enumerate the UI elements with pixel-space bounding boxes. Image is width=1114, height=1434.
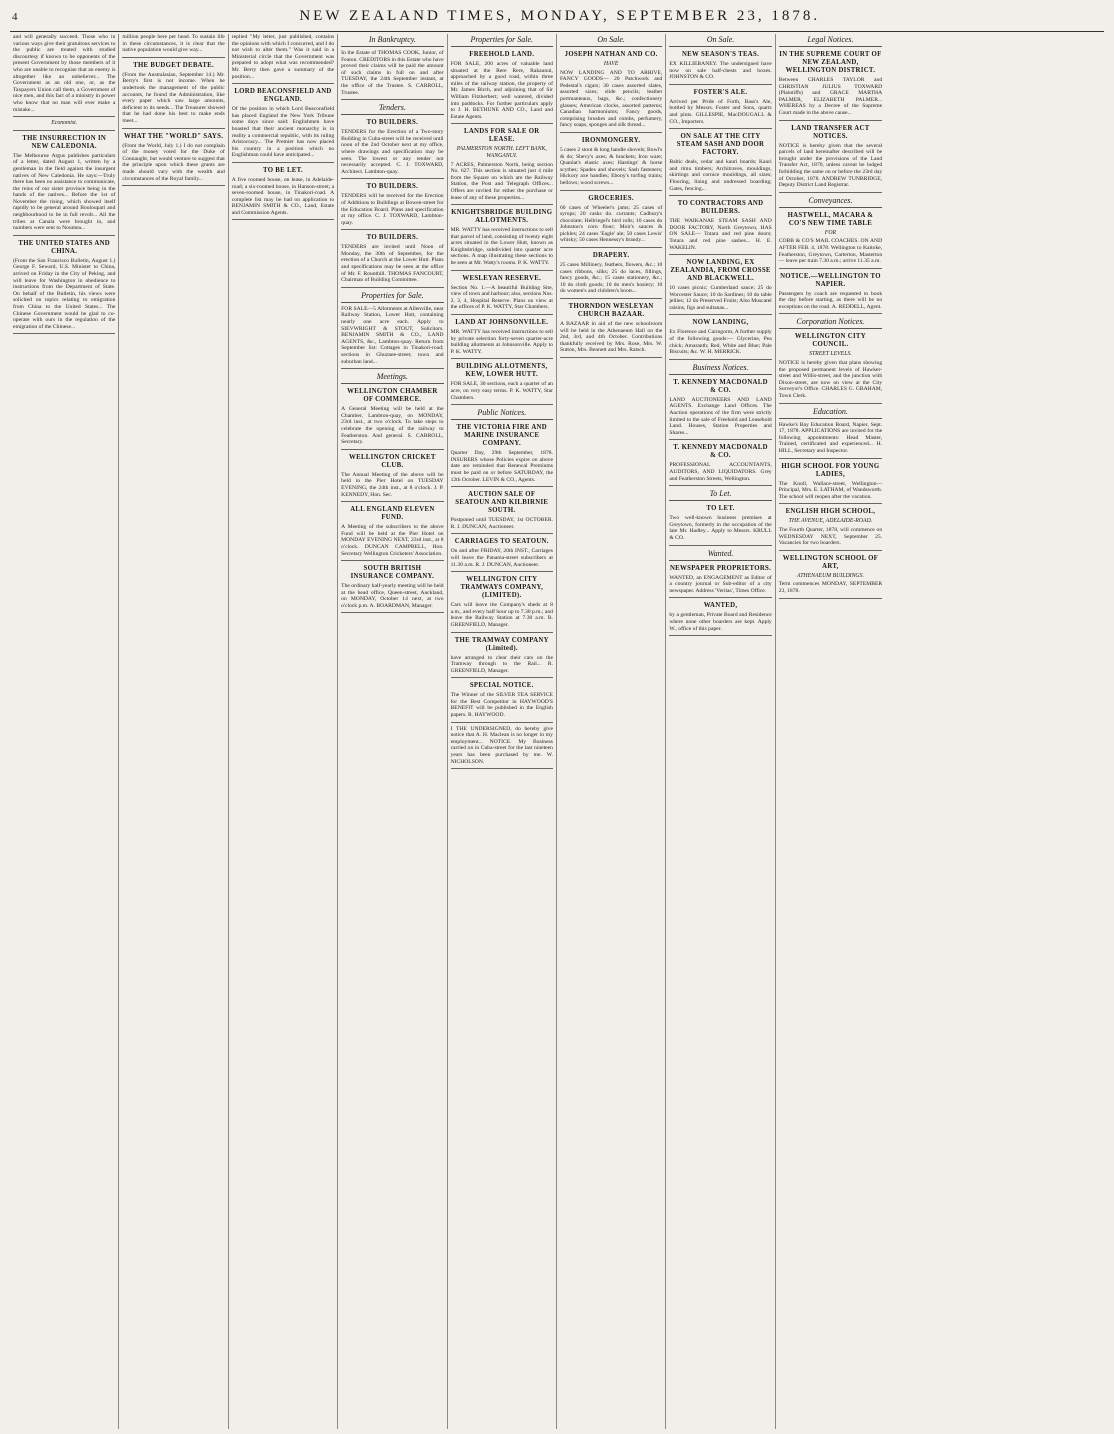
section-heading: Conveyances. [779, 196, 882, 208]
article-body: MR. WATTY has received instructions to sell by private selection forty-seven quarter-acre building allotments at Johnsonville. Apply to P. K. WATTY. [450, 329, 553, 355]
article-heading: ON SALE AT THE CITY STEAM SASH AND DOOR FACTORY. [676, 133, 765, 157]
article-divider [669, 254, 771, 255]
article-divider [13, 333, 115, 334]
article-heading: T. KENNEDY MACDONALD & CO. [673, 444, 768, 460]
article-heading: BUILDING ALLOTMENTS, KEW, LOWER HUTT. [456, 363, 548, 379]
article-body: FOR SALE, 200 acres of valuable land situated at the Rere Rere, Rakaunui, approached by a good road, within three miles of the railway station, the property of Mr. James Birch, and adjoining that of Sir William Fitzherbert; well watered, divided into paddocks. For further particulars apply to J. H. BETHUNE AND CO., Land and Estate Agents. [450, 61, 553, 120]
article-heading: WELLINGTON CITY COUNCIL. [794, 333, 866, 349]
article-body: Of the position in which Lord Beaconsfield has placed England the New York Tribune some days since said: Englishmen have boasted that their ancient monarchy is in reality a commercial republic, with its ruling Aristocracy... The Premier has now placed his country in a position which no Englishman could have anticipated... [231, 106, 335, 159]
article-body: Hawke's Bay Education Board, Napier, Sept. 17, 1878. APPLICATIONS are invited for the following appointments: Head Master, Trained, certificated and experienced... H. HILL, Secretary and Inspector. [778, 421, 883, 454]
section-heading: Wanted. [669, 549, 771, 561]
article-divider [122, 128, 224, 129]
article-heading: T. KENNEDY MACDONALD & CO. [673, 378, 768, 394]
section-heading: Public Notices. [451, 408, 553, 420]
article-heading: KNIGHTSBRIDGE BUILDING ALLOTMENTS. [451, 209, 553, 225]
article-heading: ALL ENGLAND ELEVEN FUND. [350, 506, 435, 522]
article-body: TENDERS for the Erection of a Two-story Building in Cuba-street will be received until noon of the 2nd October next at my office, where drawings and specification may be seen. The lowest or any tender not necessarily accepted. C. J. TOXWARD, Architect. Lambton-quay. [341, 129, 444, 175]
article-heading: LANDS FOR SALE OR LEASE. [463, 128, 540, 144]
article-divider [560, 132, 662, 133]
article-heading: WELLINGTON CRICKET CLUB. [349, 453, 436, 469]
article-divider [232, 219, 334, 220]
article-divider [560, 298, 662, 299]
article-heading: NEW SEASON'S TEAS. [681, 51, 760, 58]
article-body: COBB & CO'S MAIL COACHES. ON AND AFTER FEB. 4, 1878. Wellington to Kaitoke, Featherston, Greytown, Carterton, Masterton — leave per train 7.30 a.m.; arrive 11.35 a.m. [778, 238, 883, 265]
article-body: MR. WATTY has received instructions to sell that parcel of land, consisting of twenty eight acres situated in the Lower Hutt, known as Knightsbridge, subdivided into quarter acre sections. A map illustrating these sections to be seen at Mr. Watty's rooms. P. K. WATTY. [450, 227, 553, 267]
article-body: TENDERS are invited until Noon of Monday, the 30th of September, for the erection of a Church at the Lower Hutt. Plans and specifications may be seen at the office of Mr. F. Rounthill. THOMAS FANCOURT, Chairman of Building Committee. [341, 244, 444, 284]
article-heading: WHAT THE "WORLD" SAYS. [123, 132, 224, 140]
article-body: million people here per head. To sustain life in these circumstances, it is clear that the native population would give way... [122, 34, 225, 54]
article-heading: HASTWELL, MACARA & CO'S NEW TIME TABLE [787, 211, 874, 227]
newspaper-title: NEW ZEALAND TIMES, MONDAY, SEPTEMBER 23, 1878. [299, 8, 821, 24]
article-body: NOW LANDING AND TO ARRIVE, FANCY GOODS— 20 Patchwork and Pedestal's cigars; 30 cases assorted slates, assorted sizes; slide pencils; leather portmanteaux, bags, &c.; confectionery glasses; American clocks, assorted patterns; Canadian harmoniums; Fancy goods, comprising brushes and combs, perfumery, fancy soaps, sponges and silk thread... [559, 69, 663, 129]
article-heading: HIGH SCHOOL FOR YOUNG LADIES, [781, 462, 880, 478]
section-heading: Education. [779, 407, 882, 419]
article-subheading: FOR [824, 229, 837, 236]
article-divider [779, 313, 882, 314]
article-subheading: THE AVENUE, ADELAIDE-ROAD. [788, 518, 873, 525]
article-heading: FREEHOLD LAND. [469, 51, 535, 58]
article-body: (From the San Francisco Bulletin, August 1.) George F. Seward, U.S. Minister to China, arrived on Friday in the City of Peking, and will leave for Washington in obedience to instructions from the Department of State. On behalf of the Bulletin, his views were solicited on topics relating to emigration from China to the United States... The Chinese Government would be glad to co-operate with ours in the regulation of the emigration of the Chinese... [13, 257, 116, 330]
section-heading: In Bankruptcy. [341, 35, 443, 47]
article-body: Arrived per Pride of Forth, Bass's Ale, bottled by Messrs. Foster and Sons, quarts and pints. GILLESPIE, MacDOUGALL & CO., Importers. [669, 98, 772, 125]
article-body: WANTED, an ENGAGEMENT as Editor of a country journal or Sub-editor of a city newspaper. Address 'Veritas', Times Office. [669, 574, 772, 594]
article-divider [560, 190, 662, 191]
article-divider [669, 635, 771, 636]
article-body: Quarter Day, 29th September, 1878. INSURERS whose Policies expire on above date are reminded that Renewal Premiums must be paid on or before SATURDAY, the 12th October. LEVIN & CO., Agents. [450, 450, 553, 483]
article-body: THE WAIKANAE STEAM SASH AND DOOR FACTORY, North Greytown, HAS ON SALE— Totara and red pine doors; Totara and red pine sashes... H. E. WAKELIN. [669, 218, 772, 251]
article-heading: WELLINGTON CHAMBER OF COMMERCE. [347, 388, 438, 404]
article-divider [13, 130, 115, 131]
article-divider [669, 84, 771, 85]
article-body: have arranged to clear their cars on the Tramway through to the Rail... R. GREENFIELD, Manager. [450, 654, 553, 674]
article-heading: SOUTH BRITISH INSURANCE COMPANY. [350, 565, 435, 581]
article-heading: TO BUILDERS. [366, 234, 419, 242]
article-divider [669, 359, 771, 360]
article-body: 5 cases 2 stout & long handle shovels; Bowl's & do; Shevy's axes; & brackets; Iron ware; Quanlat's elastic axes; Hastings' & horse scythes; Spades and shovels; Sash fasteners; Hickory axe handles; Ebony's turfing trains; bellows; wood screws... [559, 146, 663, 186]
article-divider [451, 677, 553, 678]
article-divider [451, 486, 553, 487]
article-body: Ex Florence and Cairngorm, A further supply of the following goods:— Glycerine, Pea chick; Amaranth; Red, White and Blue; Pale Biscuits; &c. W. H. MERRICK. [669, 329, 772, 356]
section-heading: To Let. [669, 489, 771, 501]
article-body: The ordinary half-yearly meeting will be held at the head office, Queen-street, Auckland, on MONDAY, October 14 next, at two o'clock p.m. A. BOARDMAN, Manager. [341, 583, 444, 609]
article-body: 25 cases Millinery, feathers, flowers, &c.; 10 cases ribbons, silks; 25 do laces, fillings, fancy goods, &c.; 15 cases stationery, &c.; 10 do cloth goods; 10 do men's hosiery; 10 do women's and children's boots... [559, 262, 663, 295]
article-divider [669, 128, 771, 129]
article-divider [560, 247, 662, 248]
section-heading: Properties for Sale. [451, 35, 553, 47]
article-divider [669, 545, 771, 546]
article-heading: THE TRAMWAY COMPANY (Limited). [454, 636, 549, 652]
article-body: FOR SALE—5 Allotments at Allenville, near Railway Station, Lower Hutt, containing nearly one acre each. Apply to SIEVWRIGHT & STOUT, Solicitors. BENJAMIN SMITH & CO., LAND AGENTS, &c., Lambton-quay. Return from September list: Cottages in Tinakori-road; sections in Ghuznee-street; town and suburban land... [341, 305, 444, 365]
article-divider [451, 314, 553, 315]
article-divider [341, 449, 443, 450]
article-body: 7 ACRES, Palmerston North, being section No. 627. This section is situated just 4 mile from the Square on which are the Railway Station, the Post and Telegraph Offices... Offers are invited for either the purchase or lease of any of these properties... [450, 161, 553, 201]
article-heading: DRAPERY. [592, 252, 630, 260]
section-heading: Properties for Sale. [341, 291, 443, 303]
article-heading: TO CONTRACTORS AND BUILDERS. [677, 200, 764, 216]
article-heading: THE BUDGET DEBATE. [133, 61, 215, 69]
column-6 [557, 34, 666, 1429]
article-heading: ENGLISH HIGH SCHOOL, [785, 508, 876, 516]
article-body: A General Meeting will be held at the Chamber, Lambton-quay, on MONDAY, 23rd inst., at two o'clock. To take steps to celebrate the opening of the railway to Featherston. And general. S. CARROLL, Secretary. [341, 406, 444, 446]
article-divider [341, 287, 443, 288]
article-heading: IN THE SUPREME COURT OF NEW ZEALAND, WELLINGTON DISTRICT. [779, 51, 882, 74]
section-heading: Corporation Notices. [779, 317, 882, 329]
article-body: FOR SALE, 30 sections, each a quarter of an acre, on very easy terms. P. K. WATTY, Star Chambers. [450, 381, 553, 401]
article-body: by a gentleman, Private Board and Residence where none other boarders are kept. Apply W., office of this paper. [669, 612, 772, 632]
article-heading: WESLEYAN RESERVE. [462, 274, 542, 282]
article-body: The Melbourne Argus publishes particulars of a letter, dated August 1, written by a gentleman in the field against the insurgent natives of New Caledonia. He says:—Truly there has been no assistance to communicate, the reins of our sister province being in the hands of the natives... Before the 1st of November the rising, which showed itself rapidly to be general around Bouloupari and neighbourhood to be in full revolt... All the tribes at Canala were brought in, and numbers were sent to Noumea... [13, 152, 116, 232]
article-body: Section No. 1.—A beautiful Building Site, view of town and harbour; also, sections Nos. 2, 3, 4, Hospital Reserve. Plans on view at the offices of P. K. WATTY, Star Chambers. [450, 284, 553, 311]
article-subheading: ATHENAEUM BUILDINGS. [796, 572, 864, 579]
article-divider [13, 116, 115, 117]
article-divider [669, 314, 771, 315]
article-heading: NEWSPAPER PROPRIETORS. [669, 564, 772, 572]
article-heading: NOW LANDING, [692, 319, 749, 327]
article-heading: LORD BEACONSFIELD AND ENGLAND. [234, 88, 332, 104]
masthead [10, 8, 1104, 32]
column-3 [229, 34, 338, 1429]
article-heading: FOSTER'S ALE. [693, 88, 748, 96]
article-body: 10 cases picnic; Cumberland sauce; 25 do Worcester Sauce; 10 do Sardines; 10 do table jellies; 12 do Preserved Fruits; Also Muscatel raisins, figs and sultanas... [669, 285, 772, 311]
section-heading: Meetings. [341, 372, 443, 384]
article-body: PROFESSIONAL ACCOUNTANTS, AUDITORS, AND LIQUIDATORS. Grey and Featherston Streets, Wellington. [669, 462, 772, 482]
section-heading: Tenders. [341, 103, 443, 115]
article-body: A BAZAAR in aid of the new schoolroom will be held in the Athenaeum Hall on the 2nd, 3rd, and 4th October. Contributions thankfully received by Mrs. Rose, Mrs. W. Sutton, Mrs. Bennett and Mrs. Ratsch. [559, 321, 663, 354]
article-body: (From the Australasian, September 14.) Mr. Berry's first is not income. When he undertook the management of the public accounts, he found the Administration, like every paper which saw large amounts, deficient to its needs... The Treasurer showed that he had done his best to make ends meet... [122, 71, 225, 124]
article-body: Cars will leave the Company's sheds at 8 a.m., and every half hour up to 7.30 p.m.; and leave the Railway Station at 7.30 a.m. R. GREENFIELD, Manager. [450, 602, 553, 628]
article-divider [451, 571, 553, 572]
article-body: EX KILLIEBANEY. The undersigned have now on sale half-chests and boxes. JOHNSTON & CO. [669, 61, 772, 81]
article-heading: LAND AT JOHNSONVILLE. [455, 319, 549, 327]
article-divider [779, 598, 882, 599]
article-heading: GROCERIES. [588, 194, 634, 202]
article-divider [341, 178, 443, 179]
article-divider [122, 185, 224, 186]
article-heading: AUCTION SALE OF SEATOUN AND KILBIRNIE SOUTH. [455, 491, 549, 515]
columns [10, 34, 1104, 1429]
article-heading: TO BE LET. [262, 166, 303, 174]
article-divider [451, 358, 553, 359]
article-divider [341, 560, 443, 561]
article-heading: SPECIAL NOTICE. [469, 682, 534, 690]
column-8 [776, 34, 885, 1429]
article-divider [341, 612, 443, 613]
article-heading: THE UNITED STATES AND CHINA. [18, 239, 110, 255]
article-body: replied "My letter, just published, contains the opinions with which I concurred, and I do not wish to alter them." Was it said in a Ministerial circle that the Government was prepared to adopt what was recommended? Mr. Berry then gave a summary of the position... [231, 34, 335, 80]
article-divider [451, 270, 553, 271]
article-attribution: Economist. [51, 120, 78, 127]
article-body: and will generally succeed. Those who in various ways give their gratuitous services to the public are treated with studied discourtesy if known to be opponents of the present Government by those members of it who are unable to recognise that an enemy is altogether like an unbeliever... The Government as an old one, or, as the Taxpayers Union call them, a Government of nice men, and this fact of a ministry in power who know that no man will ever make a mistake... [13, 34, 116, 113]
column-2 [119, 34, 228, 1429]
article-body: NOTICE is hereby given that the several parcels of land hereinafter described will be brought under the provisions of the Land Transfer Act, 1870, unless caveat be lodged forbidding the same on or before the 23rd day of October, 1878. ANDREW TUNBRIDGE, Deputy District Land Registrar. [778, 142, 883, 189]
article-divider [669, 485, 771, 486]
article-divider [779, 503, 882, 504]
article-body: Term commences MONDAY, SEPTEMBER 23, 1878. [778, 581, 883, 594]
article-body: A five roomed house, on lease, in Adelaide-road; a six-roomed house, in Hanson-street; a seven-roomed house, in Tinakori-road. A complete list may be had on application to BENJAMIN SMITH & CO., Land, Estate and Commission Agents. [231, 176, 335, 216]
article-body: In the Estate of THOMAS COOK, Junior, of Featon. CREDITORS in this Estate who have proved their claims will be paid the amount of such claims in full on and after TUESDAY, the 24th September instant, at the office of the Trustee. S. CARROLL, Trustee. [341, 50, 444, 96]
article-body: (From the World, July 1.) I do not complain of the money voted for the Duke of Connaught, but would venture to suggest that the principle upon which these grants are made should vary with the wealth and circumstances of the Royal family... [122, 142, 225, 182]
article-divider [560, 357, 662, 358]
article-body: 60 cases of Wheeler's jams; 25 cases of syrups; 20 casks do. currants; Cadbury's chocolate; Hellriegel's bird rolls; 10 cases do Johnston's corn flour; Moir's sauces & pickles; 24 cases 'Eagle' ale; 50 cases Lewis' whisky; 50 cases Hennessy's brandy... [559, 204, 663, 244]
article-body: LAND AUCTIONEERS AND LAND AGENTS. Exchange Land Offices. The Auction operations of the firm were strictly limited to the sale of Freehold and Leasehold Land. Houses, Station Properties and Shares... [669, 396, 772, 436]
article-divider [341, 501, 443, 502]
article-heading: THE VICTORIA FIRE AND MARINE INSURANCE COMPANY. [456, 424, 547, 448]
article-divider [451, 722, 553, 723]
article-divider [451, 123, 553, 124]
column-5 [448, 34, 557, 1429]
column-7 [666, 34, 775, 1429]
section-heading: Business Notices. [669, 363, 771, 375]
article-divider [779, 120, 882, 121]
section-heading: On Sale. [669, 35, 771, 47]
article-body: Between CHARLES TAYLOR and CHRISTIAN JULIUS TOXWARD (Plaintiffs) and GRACE MARTHA PALMER, ELIZABETH PALMER... WHEREAS by a Decree of the Supreme Court made in the above cause... [778, 77, 883, 116]
article-divider [122, 57, 224, 58]
article-heading: TO BUILDERS. [366, 119, 419, 127]
article-body: The Fourth Quarter, 1878, will commence on WEDNESDAY NEXT, September 25. Vacancies for two boarders. [778, 526, 883, 547]
article-heading: TO BUILDERS. [366, 183, 419, 191]
article-body: I THE UNDERSIGNED, do hereby give notice that A. H. Maclean is no longer in my employment... NOTICE. My Business carried on in Cuba-street for the last nineteen years has been purchased by me. W. NICHOLSON. [450, 725, 553, 765]
article-subheading: PALMERSTON NORTH. LEFT BANK, WANGANUI. [456, 146, 547, 159]
article-divider [779, 192, 882, 193]
article-divider [232, 162, 334, 163]
article-heading: NOTICE.—WELLINGTON TO NAPIER. [780, 272, 881, 288]
article-heading: WELLINGTON SCHOOL OF ART, [782, 554, 879, 570]
column-1 [10, 34, 119, 1429]
article-divider [341, 99, 443, 100]
article-body: Two well-known business premises at Greytown, formerly in the occupation of the late Mr. Hadley... Apply to Messrs. KRULL & CO. [669, 515, 772, 541]
article-body: Postponed until TUESDAY, 1st OCTOBER. R. J. DUNCAN, Auctioneer. [450, 517, 553, 530]
article-heading: JOSEPH NATHAN AND CO. [564, 51, 658, 58]
article-body: On and after FRIDAY, 20th INST., Carriages will leave the Panama-street subscribers at 11.30 a.m. R. J. DUNCAN, Auctioneer. [450, 548, 553, 568]
article-body: Baltic deals, cedar and kauri boards; Kauri and rimu timbers; Architraves, mouldings, skirtings and cornice mouldings, all sizes; Flooring, lining and undressed boarding; Gates, fencing... [669, 159, 772, 192]
article-body: The Knoll, Wallace-street, Wellington—Principal, Mrs. E. LATHAM, of Wandsworth. The school will reopen after the vacation. [778, 480, 883, 500]
article-divider [451, 632, 553, 633]
article-divider [451, 204, 553, 205]
article-body: Passengers by coach are requested to book the day before starting, as there will be no exceptions on the road. A. REDDELL, Agent. [778, 290, 883, 310]
article-heading: WANTED, [703, 602, 738, 610]
article-divider [669, 597, 771, 598]
article-divider [779, 403, 882, 404]
article-divider [13, 235, 115, 236]
column-4 [338, 34, 447, 1429]
article-body: NOTICE is hereby given that plans showing the proposed permanent levels of Hawker-street and Willis-street, and the junction with Dixon-street, are now on view at the City Surveyor's Office. CHARLES G. GRAHAM, Town Clerk. [778, 360, 883, 400]
article-body: The Winner of the SILVER TEA SERVICE for the Best Competitor in HAYWOOD'S BENEFIT will be published in the English papers. R. HAYWOOD. [450, 692, 553, 719]
article-subheading: STREET LEVELS. [809, 351, 852, 358]
article-heading: THORNDON WESLEYAN CHURCH BAZAAR. [568, 303, 654, 319]
article-heading: IRONMONGERY. [581, 136, 641, 144]
article-divider [451, 533, 553, 534]
article-divider [232, 83, 334, 84]
article-divider [669, 195, 771, 196]
article-heading: WELLINGTON CITY TRAMWAYS COMPANY, (LIMITED). [460, 576, 544, 600]
page-number-left: 4 [12, 11, 18, 23]
article-subheading: HAVE [603, 61, 619, 67]
section-heading: On Sale. [560, 35, 662, 47]
article-heading: NOW LANDING, EX ZEALANDIA, FROM CROSSE AND BLACKWELL. [670, 259, 771, 283]
article-heading: CARRIAGES TO SEATOUN. [454, 538, 549, 546]
article-divider [779, 550, 882, 551]
article-divider [451, 404, 553, 405]
article-divider [341, 229, 443, 230]
article-heading: THE INSURRECTION IN NEW CALEDONIA. [22, 134, 107, 150]
article-heading: TO LET. [706, 505, 735, 513]
article-body: A Meeting of the subscribers to the above Fund will be held at the Pier Hotel on MONDAY EVENING NEXT, 23rd inst., at 8 o'clock. DUNCAN CAMPBELL, Hon. Secretary Wellington Cricketers' Association. [341, 524, 444, 557]
article-body: TENDERS will be received for the Erection of Additions to Buildings at Bowen-street for the Education Board. Plans and specification at my office. C. J. TOXWARD, Lambton-quay. [341, 193, 444, 226]
article-divider [669, 439, 771, 440]
article-divider [779, 268, 882, 269]
article-divider [779, 458, 882, 459]
article-heading: LAND TRANSFER ACT NOTICES. [791, 124, 870, 140]
article-body: The Annual Meeting of the above will be held in the Pier Hotel on TUESDAY EVENING, the 24th inst., at 8 o'clock. J. P. KENNEDY, Hon. Sec. [341, 471, 444, 498]
article-divider [451, 768, 553, 769]
section-heading: Legal Notices. [779, 35, 882, 47]
article-divider [341, 368, 443, 369]
